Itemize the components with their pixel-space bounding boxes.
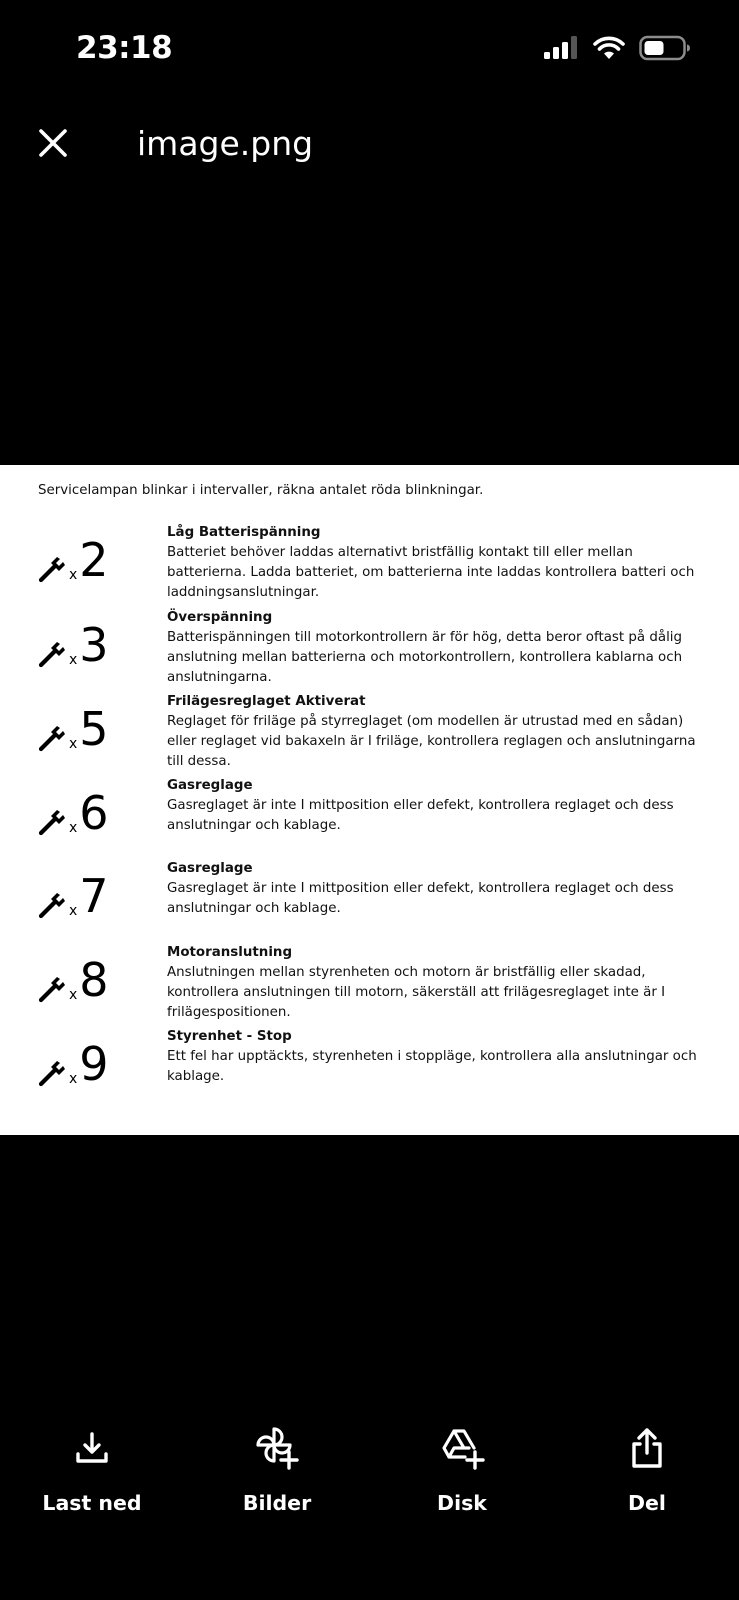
- document-image: [0, 465, 739, 1135]
- download-icon: [72, 1428, 112, 1468]
- times-mark: x: [69, 1071, 78, 1087]
- times-mark: x: [69, 820, 78, 836]
- entry-title: Gasreglage: [167, 861, 253, 876]
- times-mark: x: [69, 652, 78, 668]
- wrench-icon: [38, 555, 68, 583]
- entry-title: Motoranslutning: [167, 945, 293, 960]
- blink-code: [38, 953, 109, 1007]
- viewer-top-bar: [0, 110, 739, 176]
- blink-count: 5: [79, 702, 109, 756]
- times-mark: x: [69, 987, 78, 1003]
- entry-line: till dessa.: [167, 754, 231, 769]
- entry-line: anslutningarna.: [167, 670, 272, 685]
- entry-title: Styrenhet - Stop: [167, 1029, 292, 1044]
- times-mark: x: [69, 736, 78, 752]
- entry-line: anslutning mellan batterierna och motorkontrollern, kontrollera kablarna och: [167, 650, 683, 665]
- blink-count: 7: [79, 869, 109, 923]
- status-bar: [0, 0, 739, 100]
- drive-label: Disk: [437, 1491, 487, 1515]
- entry-title: Överspänning: [167, 610, 273, 625]
- blink-code: [38, 869, 109, 923]
- blink-count: 8: [79, 953, 109, 1007]
- entry-line: anslutningar och kablage.: [167, 901, 341, 916]
- cellular-signal-icon: [543, 36, 579, 60]
- entry-line: kontrollera anslutningen till motorn, säkerställ att frilägesreglaget inte är I: [167, 985, 666, 1000]
- blink-count: 2: [79, 533, 109, 587]
- share-icon: [627, 1426, 667, 1470]
- times-mark: x: [69, 567, 78, 583]
- entry-line: laddningsanslutningar.: [167, 585, 320, 600]
- entry-line: kablage.: [167, 1069, 225, 1084]
- wrench-icon: [38, 808, 68, 836]
- close-button[interactable]: [30, 120, 76, 166]
- entry-line: Ett fel har upptäckts, styrenheten i stoppläge, kontrollera alla anslutningar och: [167, 1049, 697, 1064]
- entry-title: Låg Batterispänning: [167, 525, 321, 540]
- blink-count: 9: [79, 1037, 109, 1091]
- entry-line: eller reglaget vid bakaxeln är I friläge, kontrollera reglagen och anslutningarna: [167, 734, 696, 749]
- entry-line: Reglaget för friläge på styrreglaget (om modellen är utrustad med en sådan): [167, 714, 684, 729]
- entry-text: [167, 776, 707, 836]
- bottom-action-bar: [0, 1425, 739, 1525]
- entry-line: Anslutningen mellan styrenheten och motorn är bristfällig eller skadad,: [167, 965, 646, 980]
- blink-count: 6: [79, 786, 109, 840]
- entry-line: batterierna. Ladda batteriet, om batterierna inte laddas kontrollera batteri och: [167, 565, 695, 580]
- blink-code: [38, 702, 109, 756]
- entry-text: [167, 943, 707, 1023]
- wrench-icon: [38, 724, 68, 752]
- entry-title: Frilägesreglaget Aktiverat: [167, 694, 366, 709]
- photos-add-icon: [254, 1425, 300, 1471]
- entry-title: Gasreglage: [167, 778, 253, 793]
- entry-line: Batteriet behöver laddas alternativt bristfällig kontakt till eller mellan: [167, 545, 633, 560]
- drive-button[interactable]: [392, 1425, 532, 1515]
- document-intro: Servicelampan blinkar i intervaller, räkna antalet röda blinkningar.: [38, 483, 484, 498]
- close-icon: [38, 128, 68, 158]
- drive-add-icon: [439, 1425, 485, 1471]
- status-icons: [543, 35, 691, 61]
- blink-code: [38, 618, 109, 672]
- entry-line: Batterispänningen till motorkontrollern är för hög, detta beror oftast på dålig: [167, 630, 683, 645]
- wifi-icon: [593, 36, 625, 60]
- entry-text: [167, 608, 707, 688]
- share-button[interactable]: [577, 1425, 717, 1515]
- photos-button[interactable]: [207, 1425, 347, 1515]
- blink-count: 3: [79, 618, 109, 672]
- share-label: Del: [628, 1491, 666, 1515]
- file-title: image.png: [137, 124, 314, 163]
- entry-text: [167, 523, 707, 603]
- wrench-icon: [38, 1059, 68, 1087]
- entry-text: [167, 1027, 707, 1087]
- wrench-icon: [38, 640, 68, 668]
- entry-text: [167, 859, 707, 919]
- download-button[interactable]: [22, 1425, 162, 1515]
- battery-icon: [639, 35, 691, 61]
- entry-text: [167, 692, 707, 772]
- download-label: Last ned: [42, 1491, 142, 1515]
- wrench-icon: [38, 891, 68, 919]
- blink-code: [38, 786, 109, 840]
- entry-line: Gasreglaget är inte I mittposition eller defekt, kontrollera reglaget och dess: [167, 881, 674, 896]
- photos-label: Bilder: [242, 1491, 312, 1515]
- entry-line: Gasreglaget är inte I mittposition eller defekt, kontrollera reglaget och dess: [167, 798, 674, 813]
- blink-code: [38, 533, 109, 587]
- blink-code: [38, 1037, 109, 1091]
- status-time: 23:18: [76, 30, 173, 66]
- times-mark: x: [69, 903, 78, 919]
- entry-line: frilägespositionen.: [167, 1005, 291, 1020]
- wrench-icon: [38, 975, 68, 1003]
- entry-line: anslutningar och kablage.: [167, 818, 341, 833]
